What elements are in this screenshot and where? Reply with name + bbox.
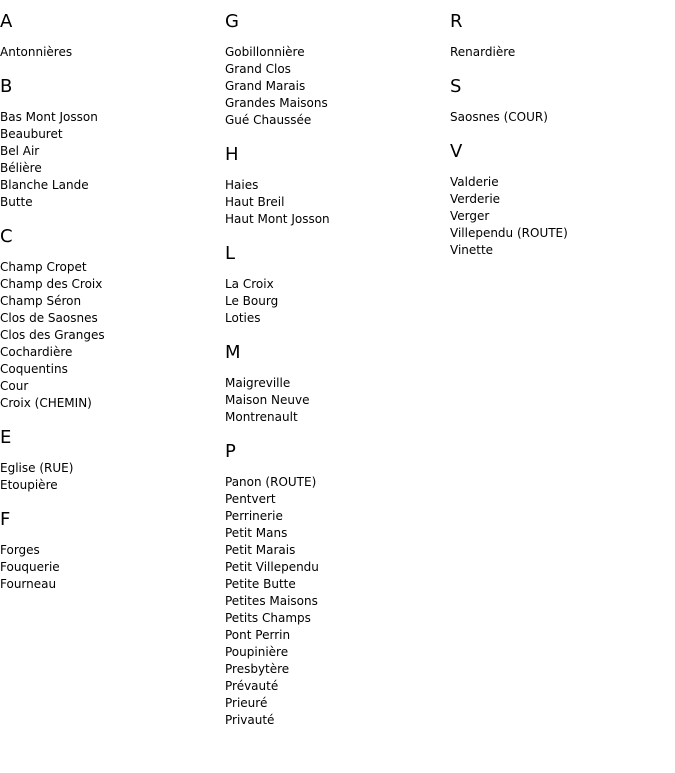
letter-section (450, 12, 670, 61)
place-name: Renardière (450, 45, 516, 59)
place-name: Grand Clos (225, 62, 291, 76)
place-name: Bas Mont Josson (0, 110, 98, 124)
place-list (225, 375, 445, 426)
place-name: Bélière (0, 161, 42, 175)
place-name: Petite Butte (225, 577, 296, 591)
place-name: Butte (0, 195, 33, 209)
index-column-2 (225, 12, 445, 745)
place-list (450, 44, 670, 61)
place-list (450, 109, 670, 126)
place-name: Haut Mont Josson (225, 212, 330, 226)
place-name: Prévauté (225, 679, 279, 693)
place-name: Pont Perrin (225, 628, 291, 642)
letter-heading: F (0, 509, 11, 530)
place-name: Champ Séron (0, 294, 82, 308)
place-list (225, 474, 445, 729)
place-name: Fourneau (0, 577, 57, 591)
letter-section (225, 12, 445, 129)
place-name: Antonnières (0, 45, 73, 59)
place-name: Saosnes (COUR) (450, 110, 548, 124)
letter-section (225, 244, 445, 327)
place-name: Clos des Granges (0, 328, 105, 342)
letter-section (450, 142, 670, 259)
place-name: Vinette (450, 243, 494, 257)
place-name: Blanche Lande (0, 178, 89, 192)
letter-heading: C (0, 226, 13, 247)
place-name: Panon (ROUTE) (225, 475, 317, 489)
place-list (225, 44, 445, 129)
letter-section (450, 77, 670, 126)
letter-section (225, 442, 445, 729)
place-name: La Croix (225, 277, 274, 291)
place-list (0, 542, 220, 593)
place-name: Petit Marais (225, 543, 296, 557)
place-name: Poupinière (225, 645, 289, 659)
place-name: Villependu (ROUTE) (450, 226, 568, 240)
letter-heading: L (225, 243, 236, 264)
place-name: Prieuré (225, 696, 268, 710)
place-name: Verderie (450, 192, 501, 206)
letter-heading: M (225, 342, 241, 363)
place-name: Maigreville (225, 376, 291, 390)
place-name: Fouquerie (0, 560, 60, 574)
letter-heading: R (450, 11, 463, 32)
place-list (225, 276, 445, 327)
place-name: Petits Champs (225, 611, 311, 625)
place-name: Haut Breil (225, 195, 285, 209)
place-name: Haies (225, 178, 259, 192)
index-column-3 (450, 12, 670, 275)
place-name: Petit Villependu (225, 560, 319, 574)
place-name: Champ Cropet (0, 260, 87, 274)
place-name: Loties (225, 311, 261, 325)
place-list (225, 177, 445, 228)
letter-heading: G (225, 11, 239, 32)
letter-heading: B (0, 76, 13, 97)
place-name: Croix (CHEMIN) (0, 396, 92, 410)
place-name: Coquentins (0, 362, 68, 376)
letter-heading: S (450, 76, 462, 97)
place-name: Le Bourg (225, 294, 279, 308)
place-list (0, 109, 220, 211)
place-name: Valderie (450, 175, 499, 189)
place-name: Eglise (RUE) (0, 461, 74, 475)
letter-section (0, 77, 220, 211)
letter-heading: E (0, 427, 12, 448)
place-name: Grand Marais (225, 79, 306, 93)
letter-heading: V (450, 141, 463, 162)
place-name: Verger (450, 209, 490, 223)
letter-section (0, 12, 220, 61)
letter-heading: A (0, 11, 13, 32)
place-name: Grandes Maisons (225, 96, 328, 110)
place-name: Cochardière (0, 345, 73, 359)
place-name: Etoupière (0, 478, 58, 492)
letter-section (0, 428, 220, 494)
place-name: Gué Chaussée (225, 113, 312, 127)
place-name: Forges (0, 543, 40, 557)
place-list (0, 259, 220, 412)
place-list (0, 44, 220, 61)
place-name: Petit Mans (225, 526, 288, 540)
index-column-1 (0, 12, 220, 609)
place-name: Bel Air (0, 144, 40, 158)
place-name: Champ des Croix (0, 277, 103, 291)
place-name: Beauburet (0, 127, 63, 141)
place-name: Perrinerie (225, 509, 283, 523)
place-name: Cour (0, 379, 29, 393)
place-list (450, 174, 670, 259)
place-name: Petites Maisons (225, 594, 318, 608)
letter-section (225, 145, 445, 228)
place-name: Privauté (225, 713, 275, 727)
place-name: Pentvert (225, 492, 276, 506)
place-name: Clos de Saosnes (0, 311, 98, 325)
place-name: Gobillonnière (225, 45, 305, 59)
letter-section (0, 227, 220, 412)
letter-section (225, 343, 445, 426)
place-name: Montrenault (225, 410, 298, 424)
letter-heading: H (225, 144, 239, 165)
letter-heading: P (225, 441, 236, 462)
place-list (0, 460, 220, 494)
place-name: Maison Neuve (225, 393, 310, 407)
letter-section (0, 510, 220, 593)
place-name: Presbytère (225, 662, 290, 676)
